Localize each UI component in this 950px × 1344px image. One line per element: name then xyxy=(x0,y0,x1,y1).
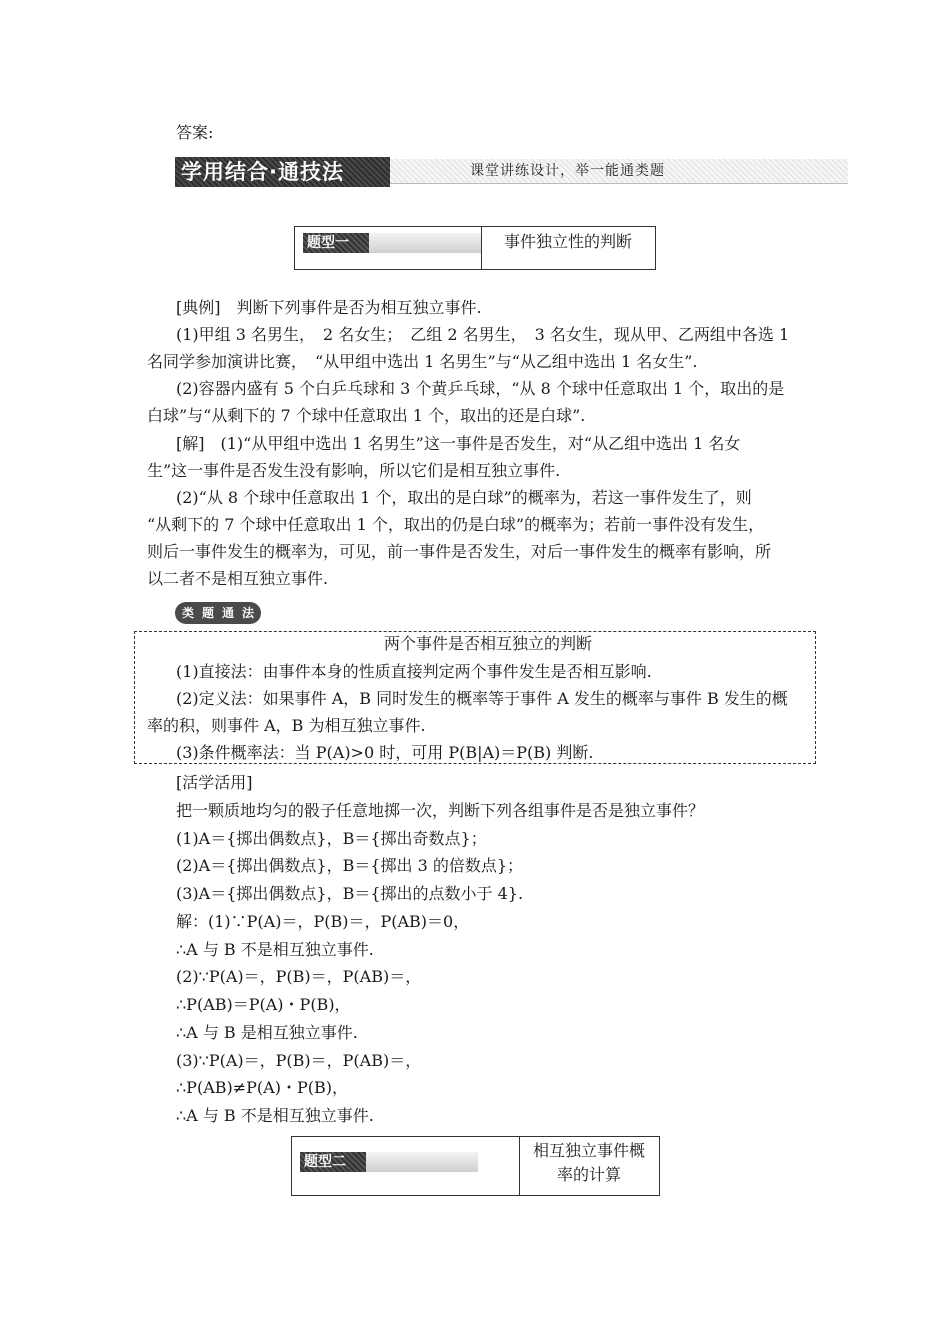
type-one-topic: 事件独立性的判断 xyxy=(503,232,632,251)
method-line: (1)直接法：由事件本身的性质直接判定两个事件发生是否相互影响. xyxy=(176,662,652,681)
solution-line: (2)“从 8 个球中任意取出 1 个，取出的是白球”的概率为，若这一事件发生了，则 xyxy=(176,488,752,507)
example-line: [典例] 判断下列事件是否为相互独立事件. xyxy=(176,298,482,317)
method-line: 率的积，则事件 A，B 为相互独立事件. xyxy=(147,716,426,735)
method-title: 两个事件是否相互独立的判断 xyxy=(384,634,593,653)
practice-line: (1)A＝{掷出偶数点}，B＝{掷出奇数点}； xyxy=(176,829,487,848)
practice-line: 解：(1)∵P(A)＝，P(B)＝，P(AB)＝0， xyxy=(176,912,470,931)
example-line: 白球”与“从剩下的 7 个球中任意取出 1 个，取出的还是白球”. xyxy=(147,406,586,425)
solution-line: [解] (1)“从甲组中选出 1 名男生”这一事件是否发生，对“从乙组中选出 1 名女 xyxy=(176,434,741,453)
practice-line: ∴A 与 B 不是相互独立事件. xyxy=(176,1106,374,1125)
method-badge-pill xyxy=(175,602,261,624)
solution-line: 以二者不是相互独立事件. xyxy=(147,569,329,588)
practice-line: ∴A 与 B 不是相互独立事件. xyxy=(176,940,374,959)
section-banner xyxy=(175,157,848,187)
method-line: (3)条件概率法：当 P(A)>0 时，可用 P(B|A)＝P(B) 判断. xyxy=(176,743,594,762)
type-two-tag-text: 题型二 xyxy=(304,1154,346,1170)
practice-line: ∴P(AB)≠P(A)・P(B)， xyxy=(176,1078,348,1097)
practice-line: (2)A＝{掷出偶数点}，B＝{掷出 3 的倍数点}； xyxy=(176,856,524,875)
type-two-topic-line1: 相互独立事件概 xyxy=(532,1141,645,1160)
badge-char: 通 xyxy=(218,603,238,623)
practice-line: 把一颗质地均匀的骰子任意地掷一次，判断下列各组事件是否是独立事件？ xyxy=(176,801,705,820)
banner-title: 学用结合·通技法 xyxy=(181,160,344,184)
method-badge xyxy=(175,602,261,624)
type-one-box xyxy=(294,226,656,270)
method-line: (2)定义法：如果事件 A，B 同时发生的概率等于事件 A 发生的概率与事件 B 发生的概 xyxy=(176,689,788,708)
practice-line: [活学活用] xyxy=(176,773,253,792)
type-two-box xyxy=(291,1136,660,1196)
practice-line: ∴A 与 B 是相互独立事件. xyxy=(176,1023,358,1042)
badge-char: 题 xyxy=(198,603,218,623)
badge-char: 类 xyxy=(178,603,198,623)
badge-char: 法 xyxy=(238,603,258,623)
example-line: 名同学参加演讲比赛， “从甲组中选出 1 名男生”与“从乙组中选出 1 名女生”. xyxy=(147,352,698,371)
type-one-tag-text: 题型一 xyxy=(307,235,349,251)
example-line: (2)容器内盛有 5 个白乒乓球和 3 个黄乒乓球，“从 8 个球中任意取出 1 个，取出的是 xyxy=(176,379,785,398)
practice-line: (3)A＝{掷出偶数点}，B＝{掷出的点数小于 4}. xyxy=(176,884,524,903)
solution-line: “从剩下的 7 个球中任意取出 1 个，取出的仍是白球”的概率为；若前一事件没有发生， xyxy=(147,515,765,534)
banner-subtitle: 课堂讲练设计，举一能通类题 xyxy=(470,163,665,179)
solution-line: 则后一事件发生的概率为，可见，前一事件是否发生，对后一事件发生的概率有影响，所 xyxy=(147,542,772,561)
practice-line: (2)∵P(A)＝，P(B)＝，P(AB)＝， xyxy=(176,967,422,986)
solution-line: 生”这一事件是否发生没有影响，所以它们是相互独立事件. xyxy=(147,461,561,480)
example-line: (1)甲组 3 名男生， 2 名女生； 乙组 2 名男生， 3 名女生，现从甲、乙两组中各选 1 xyxy=(176,325,790,344)
practice-line: (3)∵P(A)＝，P(B)＝，P(AB)＝， xyxy=(176,1051,422,1070)
banner-title-block xyxy=(175,157,390,187)
practice-line: ∴P(AB)＝P(A)・P(B)， xyxy=(176,995,351,1014)
type-two-topic-line2: 率的计算 xyxy=(556,1165,621,1184)
type-one-tag xyxy=(303,233,481,253)
type-two-tag xyxy=(300,1152,478,1172)
answer-label: 答案: xyxy=(176,123,214,142)
